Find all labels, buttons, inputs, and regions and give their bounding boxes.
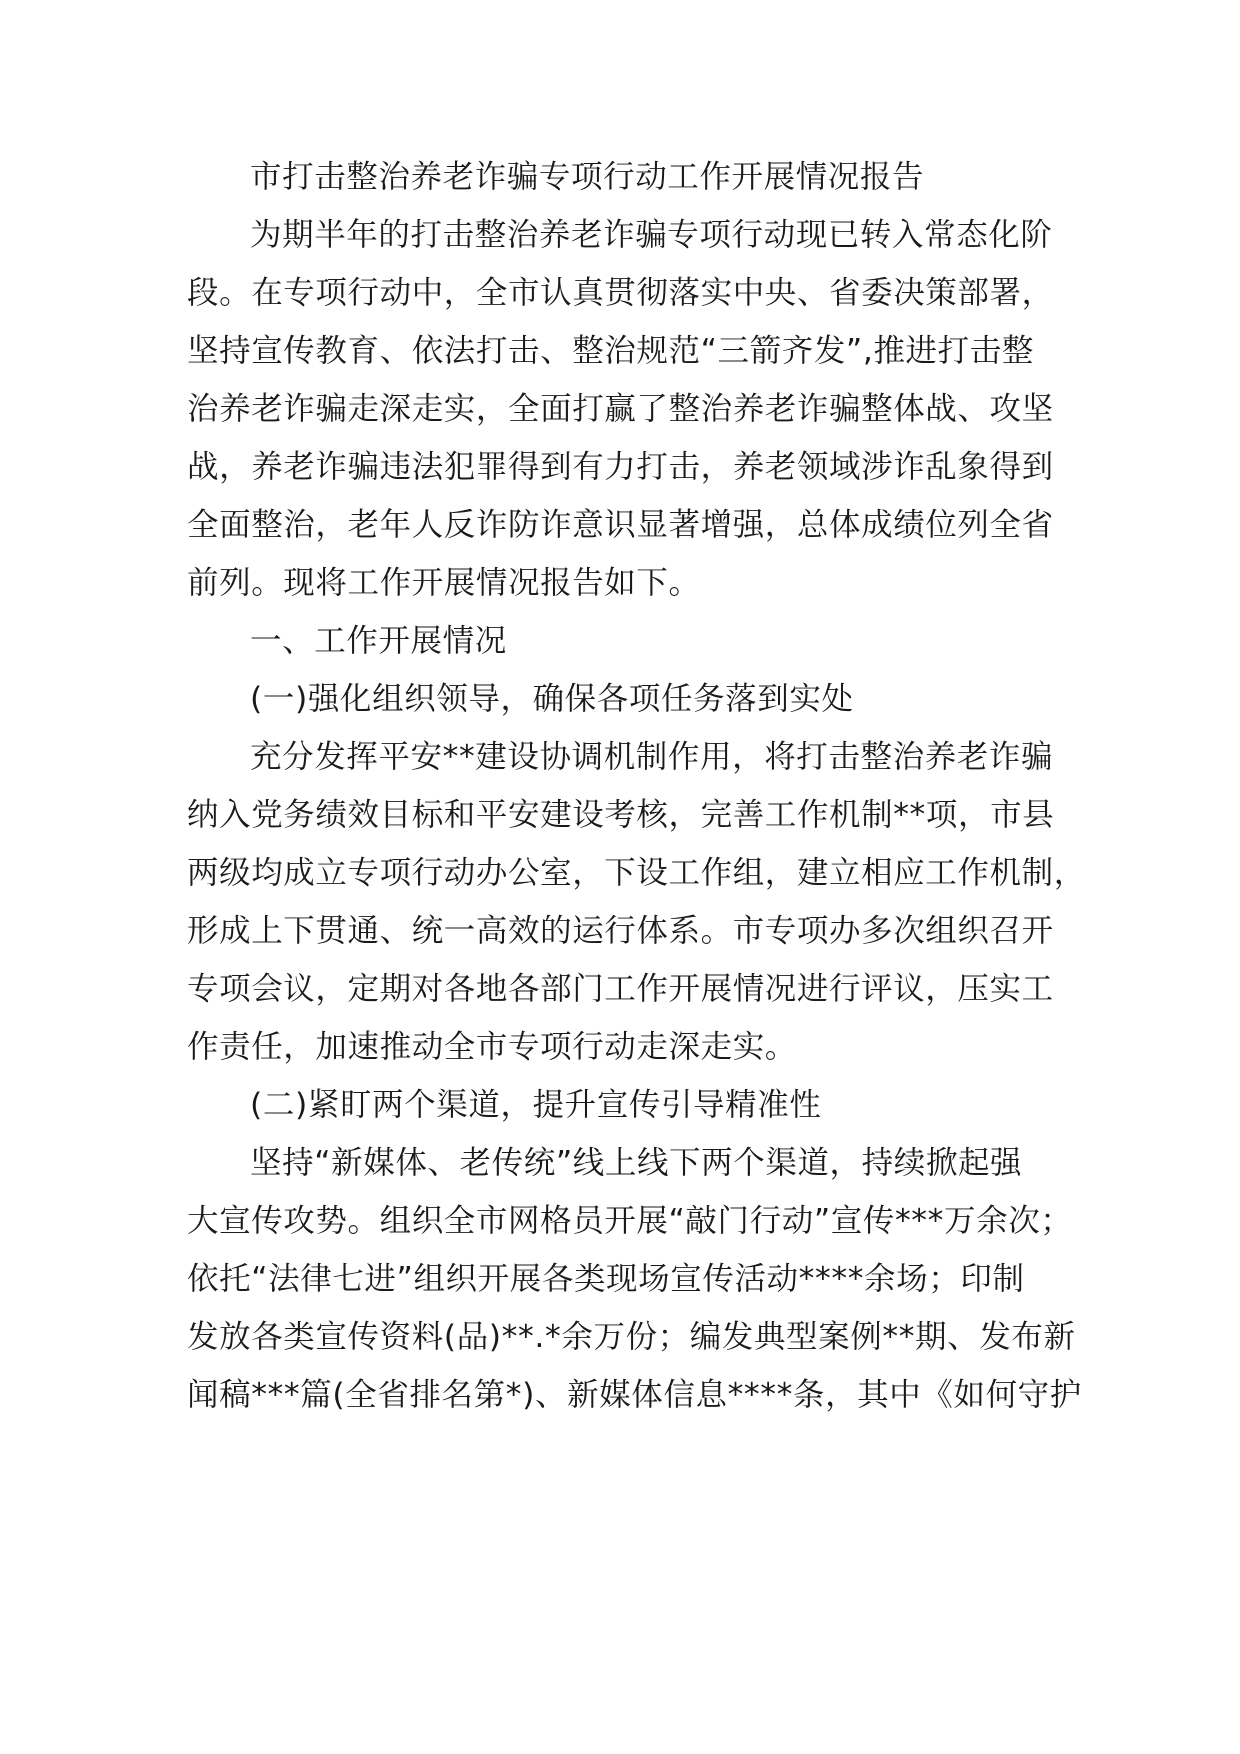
intro-line-5: 战，养老诈骗违法犯罪得到有力打击，养老领域涉诈乱象得到	[187, 449, 1054, 485]
sub2-line-3: 依托“法律七进”组织开展各类现场宣传活动****余场；印制	[187, 1261, 1025, 1297]
intro-line-3: 坚持宣传教育、依法打击、整治规范“三箭齐发”,推进打击整	[187, 333, 1034, 369]
sub2-line-1: 坚持“新媒体、老传统”线上线下两个渠道，持续掀起强	[250, 1145, 1023, 1181]
sub1-line-1: 充分发挥平安**建设协调机制作用，将打击整治养老诈骗	[250, 739, 1054, 775]
sub1-line-5: 专项会议，定期对各地各部门工作开展情况进行评议，压实工	[187, 971, 1054, 1007]
intro-line-6: 全面整治，老年人反诈防诈意识显著增强，总体成绩位列全省	[187, 507, 1054, 543]
intro-line-7: 前列。现将工作开展情况报告如下。	[187, 565, 701, 601]
intro-line-1: 为期半年的打击整治养老诈骗专项行动现已转入常态化阶	[250, 217, 1053, 253]
sub1-line-4: 形成上下贯通、统一高效的运行体系。市专项办多次组织召开	[187, 913, 1054, 949]
document-title: 市打击整治养老诈骗专项行动工作开展情况报告	[250, 159, 925, 195]
sub2-line-4: 发放各类宣传资料(品)**.*余万份；编发典型案例**期、发布新	[187, 1319, 1076, 1355]
sub1-line-6: 作责任，加速推动全市专项行动走深走实。	[187, 1029, 797, 1065]
sub2-line-2: 大宣传攻势。组织全市网格员开展“敲门行动”宣传***万余次；	[187, 1203, 1073, 1239]
sub1-line-2: 纳入党务绩效目标和平安建设考核，完善工作机制**项，市县	[187, 797, 1055, 833]
subsection-heading-1: (一)强化组织领导，确保各项任务落到实处	[250, 681, 854, 717]
section-heading: 一、工作开展情况	[250, 623, 507, 659]
sub1-line-3: 两级均成立专项行动办公室，下设工作组，建立相应工作机制，	[187, 855, 1086, 891]
subsection-heading-2: (二)紧盯两个渠道，提升宣传引导精准性	[250, 1087, 822, 1123]
intro-line-4: 治养老诈骗走深走实，全面打赢了整治养老诈骗整体战、攻坚	[187, 391, 1054, 427]
sub2-line-5: 闻稿***篇(全省排名第*)、新媒体信息****条，其中《如何守护	[187, 1377, 1082, 1413]
intro-line-2: 段。在专项行动中，全市认真贯彻落实中央、省委决策部署，	[187, 275, 1054, 311]
